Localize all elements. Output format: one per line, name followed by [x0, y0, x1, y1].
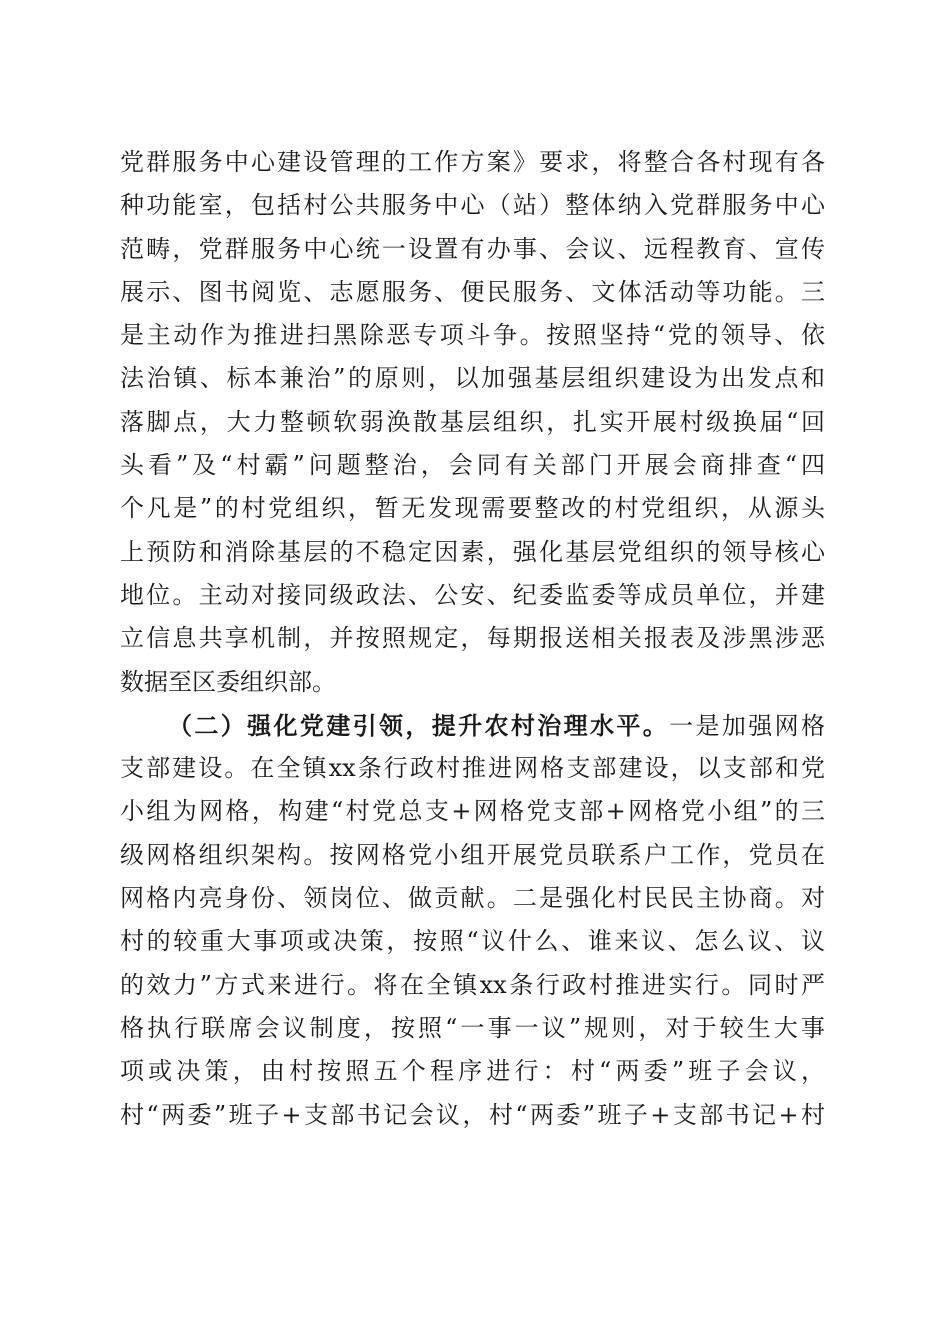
document-body — [120, 141, 825, 1137]
text-line: 级网格组织架构。按网格党小组开展党员联系户工作，党员在 — [120, 840, 825, 869]
text-line: 格执行联席会议制度，按照“一事一议”规则，对于较生大事 — [120, 1013, 825, 1042]
text-line: 村的较重大事项或决策，按照“议什么、谁来议、怎么议、议 — [120, 927, 825, 956]
text-line: 项或决策，由村按照五个程序进行：村“两委”班子会议， — [120, 1057, 825, 1086]
text-line: 党群服务中心建设管理的工作方案》要求，将整合各村现有各 — [120, 148, 825, 176]
text-line: 展示、图书阅览、志愿服务、便民服务、文体活动等功能。三 — [120, 277, 825, 306]
text-line: 数据至区委组织部。 — [120, 667, 336, 696]
text-line: 村“两委”班子+支部书记会议，村“两委”班子+支部书记+村 — [120, 1100, 825, 1129]
text-line: 法治镇、标本兼治”的原则，以加强基层组织建设为出发点和 — [120, 364, 825, 393]
paragraph-1 — [120, 141, 825, 704]
paragraph-2 — [120, 704, 825, 1137]
text-line: 立信息共享机制，并按照规定，每期报送相关报表及涉黑涉恶 — [120, 624, 825, 653]
text-line: 落脚点，大力整顿软弱涣散基层组织，扎实开展村级换届“回 — [120, 407, 825, 436]
text-line: 头看”及“村霸”问题整治，会同有关部门开展会商排查“四 — [120, 451, 825, 480]
text-line: 网格内亮身份、领岗位、做贡献。二是强化村民民主协商。对 — [120, 884, 825, 913]
text-line: 种功能室，包括村公共服务中心（站）整体纳入党群服务中心 — [120, 191, 825, 220]
text-line: 个凡是”的村党组织，暂无发现需要整改的村党组织，从源头 — [120, 494, 825, 523]
text-line: 小组为网格，构建“村党总支+网格党支部+网格党小组”的三 — [120, 797, 825, 826]
section-heading-continuation: 一是加强网格 — [669, 711, 825, 740]
section-heading: （二）强化党建引领，提升农村治理水平。 — [168, 710, 670, 740]
text-line: 范畴，党群服务中心统一设置有办事、会议、远程教育、宣传 — [120, 234, 825, 263]
text-line: 支部建设。在全镇xx条行政村推进网格支部建设，以支部和党 — [120, 754, 825, 783]
section-heading-line — [120, 704, 825, 747]
text-line: 是主动作为推进扫黑除恶专项斗争。按照坚持“党的领导、依 — [120, 321, 825, 350]
text-line: 的效力”方式来进行。将在全镇xx条行政村推进实行。同时严 — [120, 970, 825, 999]
text-line: 上预防和消除基层的不稳定因素，强化基层党组织的领导核心 — [120, 537, 825, 566]
text-line: 地位。主动对接同级政法、公安、纪委监委等成员单位，并建 — [120, 580, 825, 609]
